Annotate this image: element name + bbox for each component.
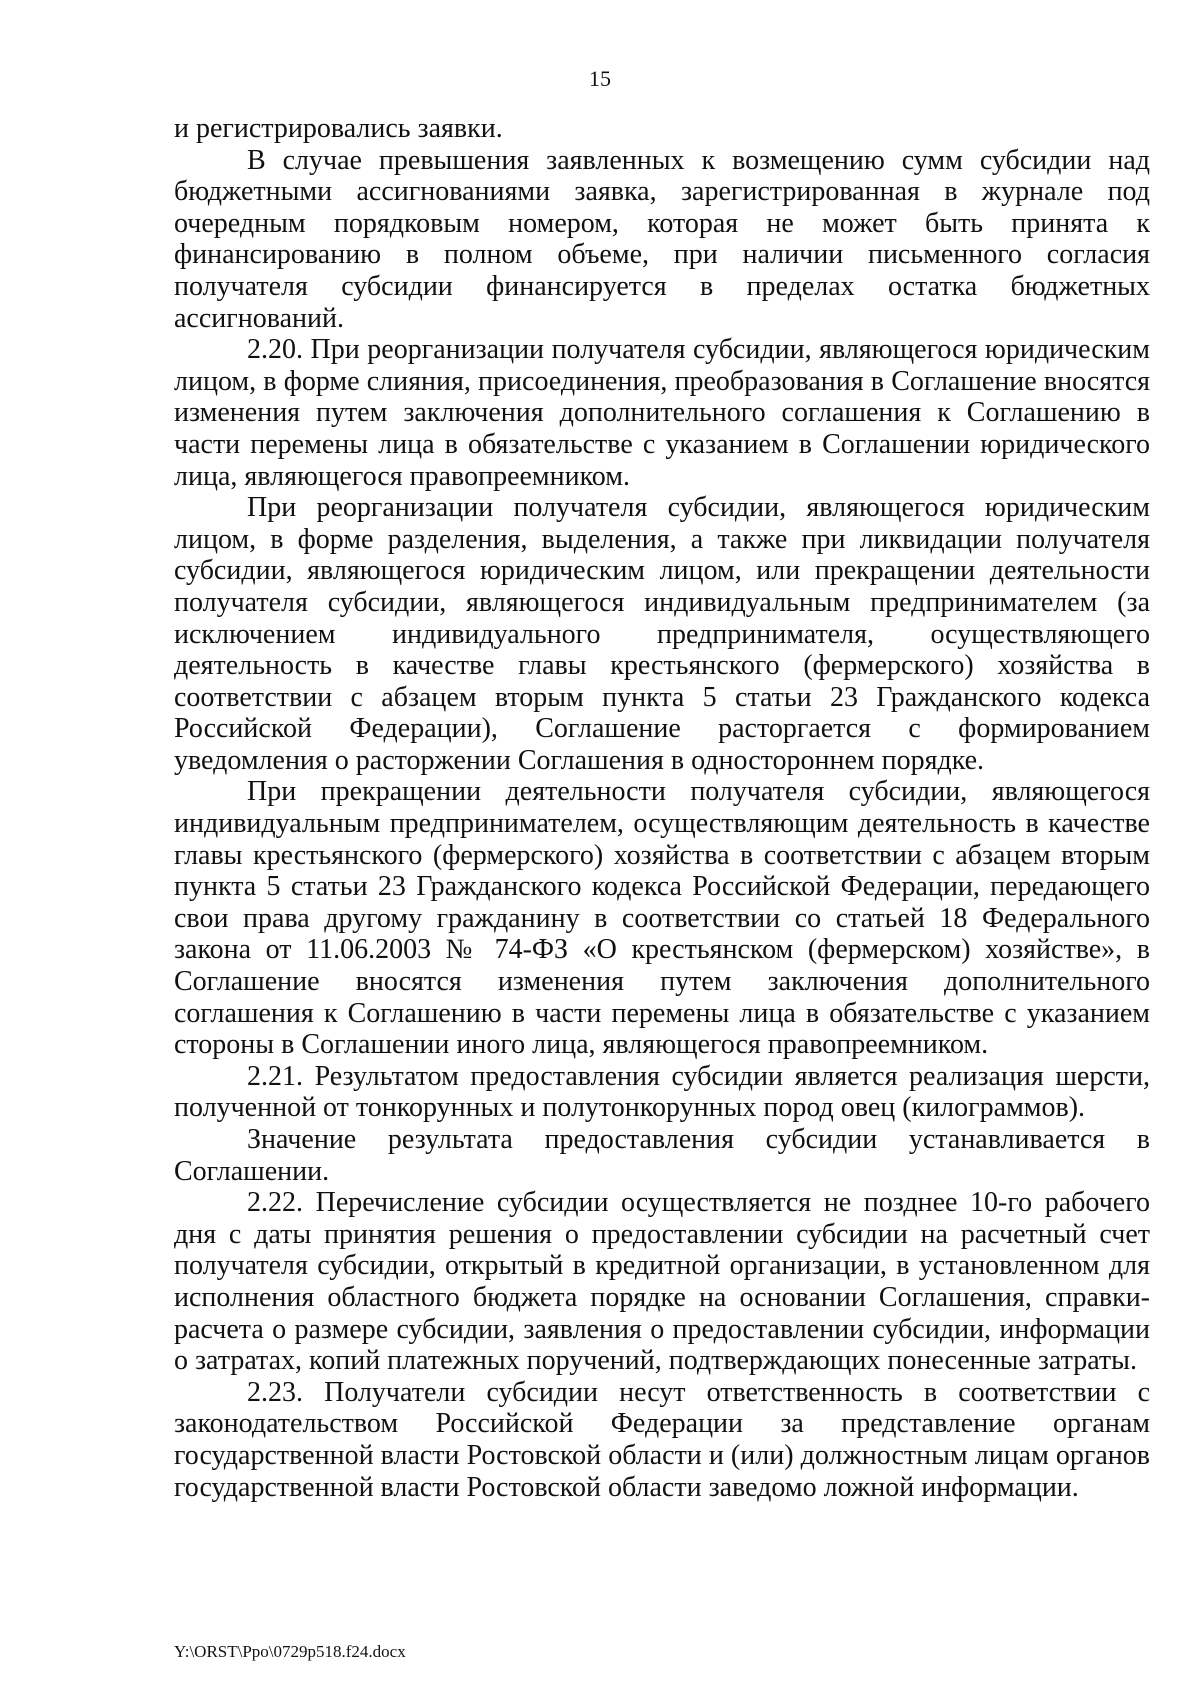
paragraph-excess-claims: В случае превышения заявленных к возмещению сумм субсидии над бюджетными ассигнованиями заявка, зарегистрированная в журнале под очередным порядковым номером, которая не может быть принята к финансированию в полном объеме, при наличии письменного согласия получателя субсидии финансируется в пределах остатка бюджетных ассигнований. [174,144,1150,334]
paragraph-result-value: Значение результата предоставления субсидии устанавливается в Соглашении. [174,1124,1150,1187]
paragraph-2-20: 2.20. При реорганизации получателя субсидии, являющегося юридическим лицом, в форме слияния, присоединения, преобразования в Соглашение вносятся изменения путем заключения дополнительного соглашения к Соглашению в части перемены лица в обязательстве с указанием в Соглашении юридического лица, являющегося правопреемником. [174,334,1150,492]
paragraph-termination-activity: При прекращении деятельности получателя субсидии, являющегося индивидуальным предпринимателем, осуществляющим деятельность в качестве главы крестьянского (фермерского) хозяйства в соответствии с абзацем вторым пункта 5 статьи 23 Гражданского кодекса Российской Федерации, передающего свои права другому гражданину в соответствии со статьей 18 Федерального закона от 11.06.2003 № 74-ФЗ «О крестьянском (фермерском) хозяйстве», в Соглашение вносятся изменения путем заключения дополнительного соглашения к Соглашению в части перемены лица в обязательстве с указанием стороны в Соглашении иного лица, являющегося правопреемником. [174,776,1150,1061]
page-number: 15 [589,66,611,91]
document-body [174,113,1150,1503]
file-path-footer: Y:\ORST\Ppo\0729p518.f24.docx [174,1642,406,1661]
paragraph-2-22: 2.22. Перечисление субсидии осуществляется не позднее 10-го рабочего дня с даты принятия решения о предоставлении субсидии на расчетный счет получателя субсидии, открытый в кредитной организации, в установленном для исполнения областного бюджета порядке на основании Соглашения, справки-расчета о размере субсидии, заявления о предоставлении субсидии, информации о затратах, копий платежных поручений, подтверждающих понесенные затраты. [174,1187,1150,1377]
paragraph-2-23: 2.23. Получатели субсидии несут ответственность в соответствии с законодательством Российской Федерации за представление органам государственной власти Ростовской области и (или) должностным лицам органов государственной власти Ростовской области заведомо ложной информации. [174,1376,1150,1503]
paragraph-continuation: и регистрировались заявки. [174,113,503,144]
paragraph-2-21: 2.21. Результатом предоставления субсидии является реализация шерсти, полученной от тонкорунных и полутонкорунных пород овец (килограммов). [174,1060,1150,1124]
paragraph-reorganization-division: При реорганизации получателя субсидии, являющегося юридическим лицом, в форме разделения, выделения, а также при ликвидации получателя субсидии, являющегося юридическим лицом, или прекращении деятельности получателя субсидии, являющегося индивидуальным предпринимателем (за исключением индивидуального предпринимателя, осуществляющего деятельность в качестве главы крестьянского (фермерского) хозяйства в соответствии с абзацем вторым пункта 5 статьи 23 Гражданского кодекса Российской Федерации), Соглашение расторгается с формированием уведомления о расторжении Соглашения в одностороннем порядке. [174,492,1150,776]
